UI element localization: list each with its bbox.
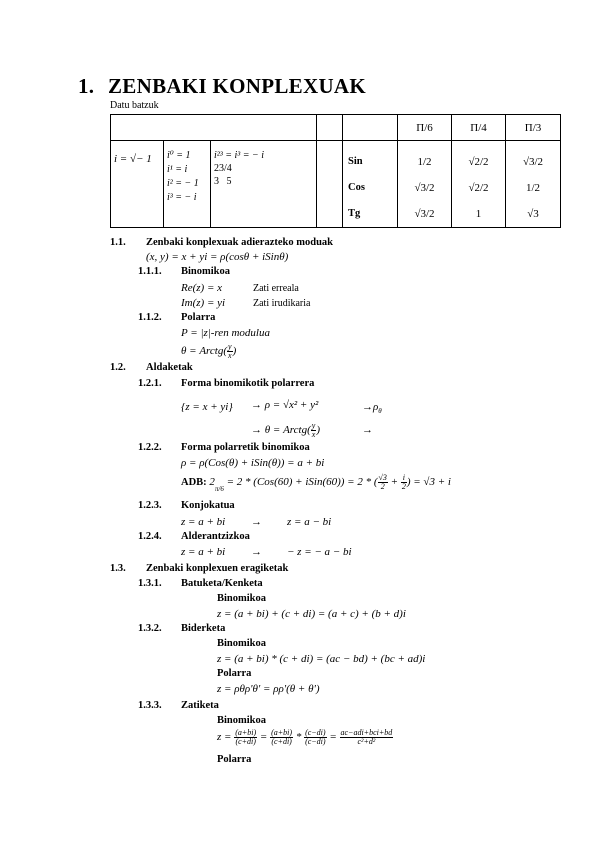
powers-cell <box>164 141 211 228</box>
arrow-icon: → <box>251 516 262 528</box>
section-1-2-2-number: 1.2.2. <box>138 442 162 453</box>
frac-den: 2 <box>401 482 406 491</box>
rho-theta-text: →ρ <box>362 401 379 413</box>
arrow-theta-text: → θ = Arctg( <box>251 424 311 437</box>
section-1-2-4-number: 1.2.4. <box>138 531 162 542</box>
power-2: i² = − 1 <box>167 178 199 189</box>
adb-plus: + <box>390 476 399 489</box>
col-header: Π/3 <box>506 115 561 141</box>
i-definition: i = √− 1 <box>114 153 152 165</box>
formula-sum: z = (a + bi) + (c + di) = (a + c) + (b + d)i <box>217 608 406 620</box>
values-col-3 <box>506 141 561 228</box>
frac-num: y <box>228 342 232 351</box>
value-cell: 1/2 <box>417 156 432 168</box>
subheading-binomial: Binomikoa <box>217 593 267 604</box>
col-header: Π/4 <box>452 115 506 141</box>
formula-product-polar: z = ρθρ'θ' = ρρ'(θ + θ') <box>217 683 320 695</box>
datu-label: Datu batzuk <box>110 100 159 111</box>
arrow-icon: → <box>251 546 262 558</box>
formula-im: Im(z) = yi <box>181 297 226 309</box>
arrow-theta-end: ) <box>316 424 321 437</box>
values-col-2 <box>452 141 506 228</box>
subheading-polar: Polarra <box>217 668 252 679</box>
div-times: * <box>295 731 302 744</box>
frac-den: (c+di) <box>271 737 292 746</box>
row-label-cos: Cos <box>348 182 365 193</box>
theta-text: θ = Arctg( <box>181 345 228 358</box>
formula-conj-left: z = a + bi <box>181 516 226 528</box>
power-3: i³ = − i <box>167 192 197 203</box>
power-example-cell <box>211 141 317 228</box>
section-1-2-2-title: Forma polarretik binomikoa <box>181 442 310 453</box>
section-1-3-3-number: 1.3.3. <box>138 700 162 711</box>
table-empty-header <box>111 115 317 141</box>
section-1-3-2-title: Biderketa <box>181 623 226 634</box>
section-1-2-title: Aldaketak <box>146 362 193 373</box>
formula-example <box>181 474 451 491</box>
div-eq2: = <box>329 731 337 744</box>
formula-rho-theta <box>362 401 382 413</box>
section-1-3-1-number: 1.3.1. <box>138 578 162 589</box>
adb-rest: = 2 * (Cos(60) + iSin(60)) = 2 * ( <box>226 476 378 489</box>
i-definition-cell <box>111 141 164 228</box>
value-cell: 1 <box>475 208 482 220</box>
frac-num: (a+bi) <box>271 728 293 737</box>
empty-cell <box>317 141 343 228</box>
values-col-1 <box>398 141 452 228</box>
subheading-polar: Polarra <box>217 754 252 765</box>
section-1-2-3-number: 1.2.3. <box>138 500 162 511</box>
frac-den: x <box>228 351 232 360</box>
subheading-binomial: Binomikoa <box>217 715 267 726</box>
value-cell: √3/2 <box>522 156 544 168</box>
frac-num: √3 <box>378 473 387 482</box>
formula-theta <box>181 343 236 360</box>
title-number: 1. <box>78 74 95 98</box>
section-1-2-4-title: Alderantzizkoa <box>181 531 250 542</box>
section-1-1-2-title: Polarra <box>181 312 216 323</box>
adb-sub: π/6 <box>214 485 224 493</box>
div-eq: = <box>259 731 268 744</box>
section-1-3-1-title: Batuketa/Kenketa <box>181 578 263 589</box>
section-1-2-1-title: Forma binomikotik polarrera <box>181 378 315 389</box>
power-note-2: 3 5 <box>214 176 232 187</box>
section-1-1-1-number: 1.1.1. <box>138 266 162 277</box>
formula-conj-right: z = a − bi <box>287 516 332 528</box>
row-labels-cell <box>343 141 398 228</box>
frac-den: (c−di) <box>305 737 326 746</box>
power-1: i¹ = i <box>167 164 188 175</box>
value-cell: √2/2 <box>468 156 489 168</box>
section-1-2-3-title: Konjokatua <box>181 500 235 511</box>
value-cell: 1/2 <box>525 182 541 194</box>
section-1-3-title: Zenbaki konplexuen eragiketak <box>146 563 289 574</box>
section-1-1-number: 1.1. <box>110 237 126 248</box>
formula-product: z = (a + bi) * (c + di) = (ac − bd) + (bc + ad)i <box>217 653 426 665</box>
frac-den: x <box>311 430 316 439</box>
section-1-2-1-number: 1.2.1. <box>138 378 162 389</box>
frac-num: y <box>311 421 316 430</box>
title-text: ZENBAKI KONPLEXUAK <box>108 74 367 98</box>
formula-theta-arctg <box>251 422 320 439</box>
adb-base: 2 <box>209 476 215 489</box>
page-title <box>78 74 366 99</box>
formula-inv-right: − z = − a − bi <box>287 546 352 558</box>
value-cell: √3/2 <box>414 182 435 194</box>
frac-num: ac−adi+bci+bd <box>340 728 393 737</box>
theta-end: ) <box>232 345 237 358</box>
frac-num: i <box>402 473 405 482</box>
formula-z: {z = x + yi} <box>181 401 233 413</box>
arrow-3: → <box>362 424 373 436</box>
section-1-2-number: 1.2. <box>110 362 126 373</box>
row-label-tg: Tg <box>348 208 361 219</box>
section-1-1-title: Zenbaki konplexuak adierazteko moduak <box>146 237 334 248</box>
value-cell: √3/2 <box>414 208 435 220</box>
value-cell: √2/2 <box>468 182 489 194</box>
section-1-1-2-number: 1.1.2. <box>138 312 162 323</box>
section-1-3-3-title: Zatiketa <box>181 700 219 711</box>
formula-rho: → ρ = √x² + y² <box>251 399 319 411</box>
section-1-1-1-title: Binomikoa <box>181 266 231 277</box>
frac-den: 2 <box>380 482 385 491</box>
formula-forms: (x, y) = x + yi = ρ(cosθ + iSinθ) <box>146 251 289 263</box>
frac-num: (c−di) <box>305 728 326 737</box>
frac-den: c²+d² <box>357 737 376 746</box>
value-cell: √3 <box>527 208 539 220</box>
table-empty-header <box>343 115 398 141</box>
adb-label: ADB: <box>181 477 207 489</box>
div-z: z = <box>217 731 232 744</box>
frac-den: (c+di) <box>235 737 256 746</box>
label-real: Zati erreala <box>253 283 299 294</box>
power-example: i²³ = i³ = − i <box>214 150 265 161</box>
section-1-3-number: 1.3. <box>110 563 126 574</box>
data-table <box>110 114 561 228</box>
formula-division <box>217 729 393 746</box>
adb-end: ) = √3 + i <box>406 476 451 489</box>
power-note-1: 23/4 <box>214 163 232 174</box>
formula-polar-binomial: ρ = ρ(Cos(θ) + iSin(θ)) = a + bi <box>181 457 325 469</box>
table-empty-header <box>317 115 343 141</box>
rho-theta-sub: θ <box>378 407 382 415</box>
formula-inv-left: z = a + bi <box>181 546 226 558</box>
frac-num: (a+bi) <box>235 728 257 737</box>
formula-re: Re(z) = x <box>181 282 223 294</box>
row-label-sin: Sin <box>348 156 363 167</box>
label-imaginary: Zati irudikaria <box>253 298 311 309</box>
col-header: Π/6 <box>398 115 452 141</box>
formula-modulus: P = |z|-ren modulua <box>181 327 270 339</box>
section-1-3-2-number: 1.3.2. <box>138 623 162 634</box>
power-0: i⁰ = 1 <box>167 150 191 161</box>
subheading-binomial: Binomikoa <box>217 638 267 649</box>
